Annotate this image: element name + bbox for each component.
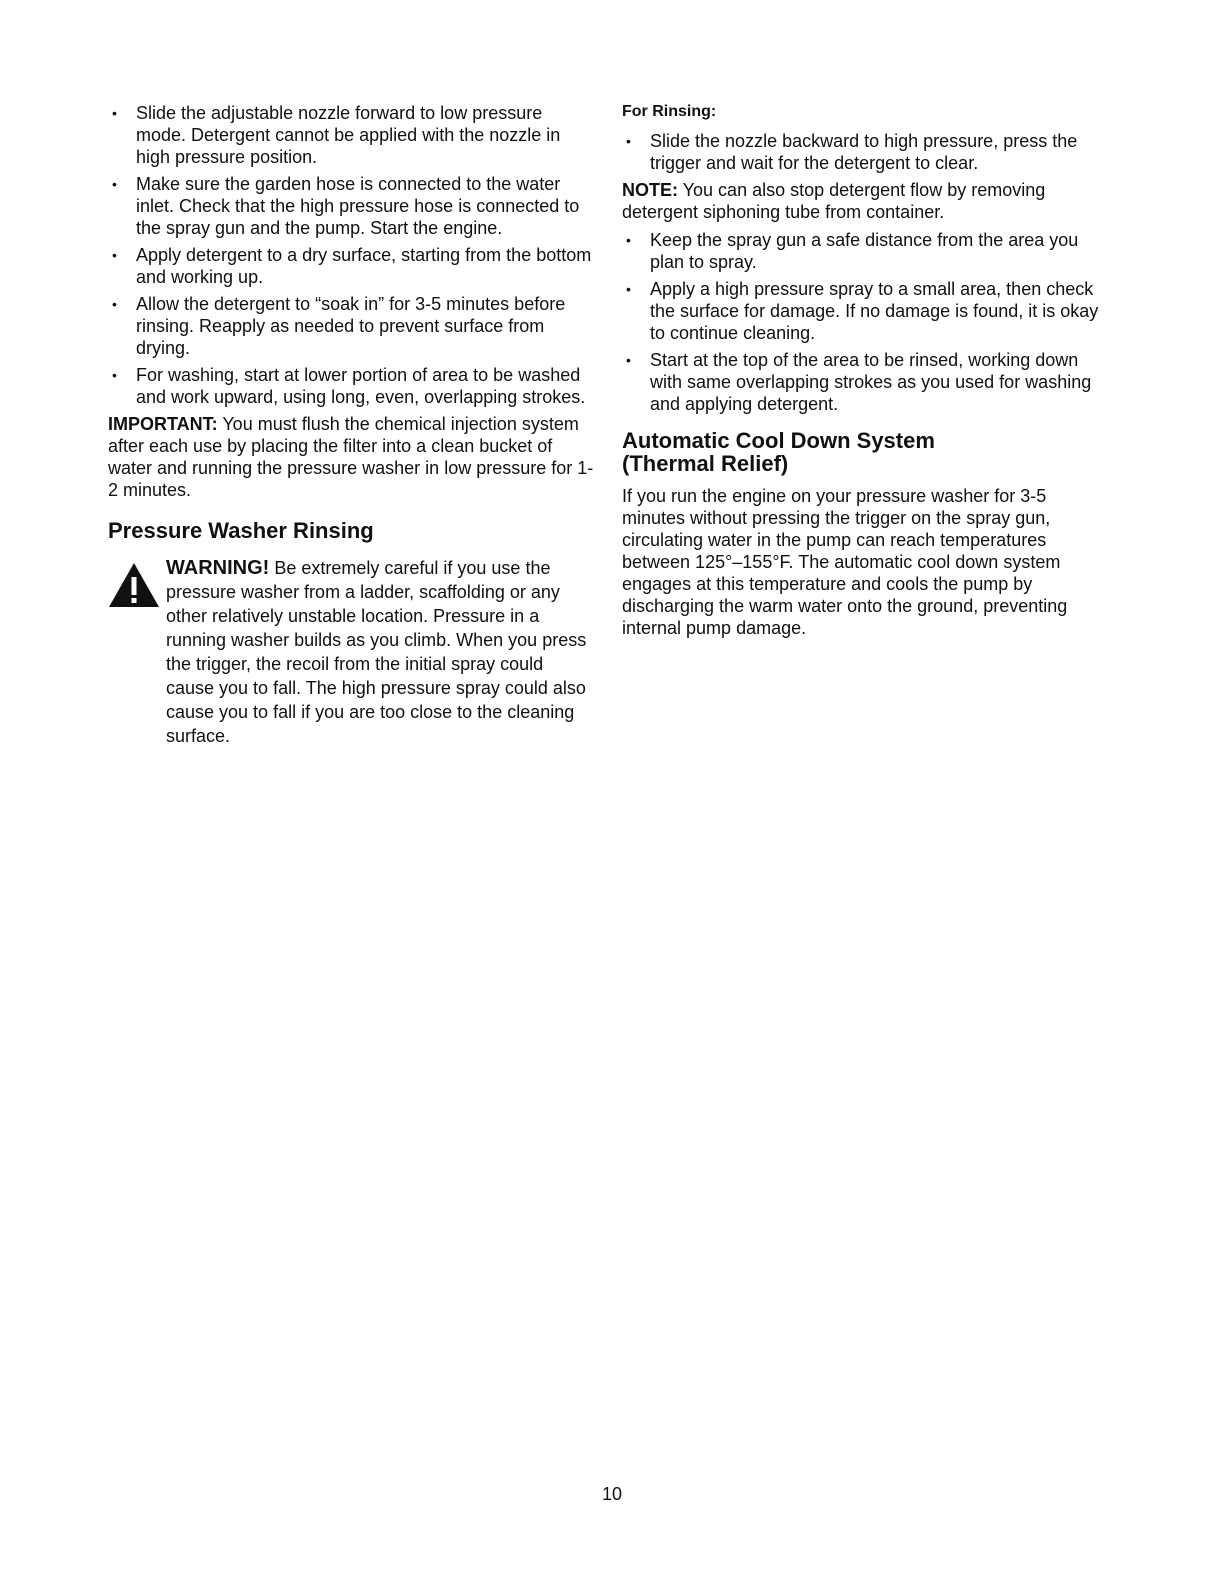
note-label: NOTE: (622, 180, 678, 200)
rinsing-steps-list-continued (622, 229, 1102, 415)
rinsing-heading: Pressure Washer Rinsing (108, 518, 374, 543)
list-item: • Allow the detergent to “soak in” for 3-5 minutes before rinsing. Reapply as needed to prevent surface from drying. (108, 293, 594, 359)
important-text: You must flush the chemical injection system after each use by placing the filter into a clean bucket of water and running the pressure washer in low pressure for 1-2 minutes. (108, 414, 594, 500)
list-item: • Start at the top of the area to be rinsed, working down with same overlapping strokes as you used for washing and applying detergent. (622, 349, 1102, 415)
important-label: IMPORTANT: (108, 414, 218, 434)
for-rinsing-heading: For Rinsing: (622, 103, 717, 120)
cool-down-heading (622, 429, 1102, 475)
list-item: • Apply detergent to a dry surface, starting from the bottom and working up. (108, 244, 594, 288)
note (622, 179, 1102, 223)
list-item: • Slide the adjustable nozzle forward to low pressure mode. Detergent cannot be applied with the nozzle in high pressure position. (108, 102, 594, 168)
left-column (108, 102, 594, 748)
cool-down-heading-line1: Automatic Cool Down System (622, 428, 935, 453)
note-text: You can also stop detergent flow by removing detergent siphoning tube from container. (622, 180, 1046, 222)
important-note (108, 413, 594, 501)
list-item: • Apply a high pressure spray to a small area, then check the surface for damage. If no damage is found, it is okay to continue cleaning. (622, 278, 1102, 344)
list-item: • For washing, start at lower portion of area to be washed and work upward, using long, even, overlapping strokes. (108, 364, 594, 408)
rinsing-steps-list (622, 130, 1102, 174)
right-column (622, 102, 1102, 645)
list-item: • Keep the spray gun a safe distance from the area you plan to spray. (622, 229, 1102, 273)
warning-text: Be extremely careful if you use the pressure washer from a ladder, scaffolding or any other relatively unstable location. Pressure in a running washer builds as you climb. When you press the trigger, the recoil from the initial spray could cause you to fall. The high pressure spray could also cause you to fall if you are too close to the cleaning surface. (166, 558, 587, 746)
detergent-steps-list (108, 102, 594, 408)
list-item: • Slide the nozzle backward to high pressure, press the trigger and wait for the detergent to clear. (622, 130, 1102, 174)
cool-down-heading-line2: (Thermal Relief) (622, 451, 789, 476)
warning-icon (108, 562, 160, 608)
list-item: • Make sure the garden hose is connected to the water inlet. Check that the high pressure hose is connected to the spray gun and the pump. Start the engine. (108, 173, 594, 239)
page-number: 10 (601, 1484, 623, 1504)
cool-down-text: If you run the engine on your pressure washer for 3-5 minutes without pressing the trigger on the spray gun, circulating water in the pump can reach temperatures between 125°–155°F. The automatic cool down system engages at this temperature and cools the pump by discharging the warm water onto the ground, preventing internal pump damage. (622, 486, 1068, 638)
warning-label: WARNING! (166, 557, 270, 579)
warning-block (108, 556, 594, 748)
